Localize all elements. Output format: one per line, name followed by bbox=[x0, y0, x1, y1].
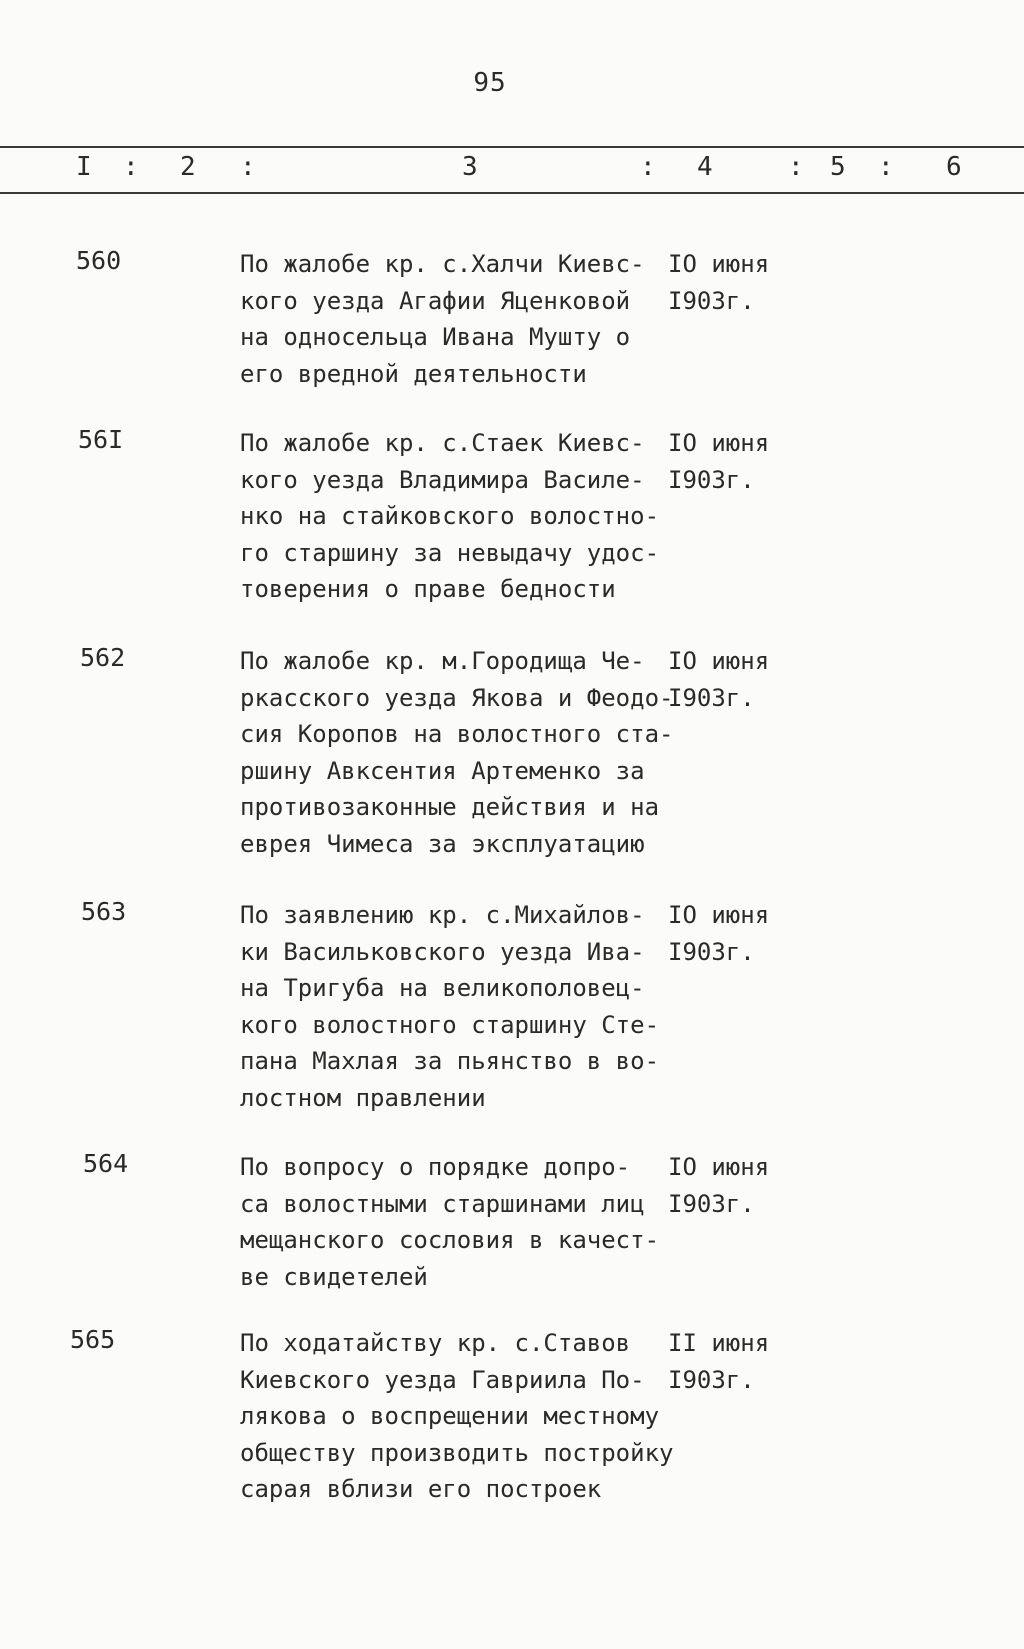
entry-number: 564 bbox=[83, 1149, 129, 1178]
entry-description-line: еврея Чимеса за эксплуатацию bbox=[240, 829, 645, 858]
column-separator: : bbox=[878, 152, 894, 182]
entry-date-year: I903г. bbox=[668, 1365, 755, 1394]
entry-description-line: ршину Авксентия Артеменко за bbox=[240, 756, 645, 785]
entry-description-line: сия Коропов на волостного ста- bbox=[240, 720, 674, 748]
entry-description-line: По жалобе кр. с.Стаек Киевс- bbox=[240, 429, 645, 457]
entry-description-line: сарая вблизи его построек bbox=[240, 1475, 602, 1503]
entry-number: 565 bbox=[70, 1325, 116, 1354]
column-separator: : bbox=[240, 152, 256, 182]
column-number-5: 5 bbox=[830, 152, 846, 182]
entry-description bbox=[240, 643, 674, 862]
entry-date-year: I903г. bbox=[668, 286, 755, 315]
entry-description-line: ки Васильковского уезда Ива- bbox=[240, 937, 645, 966]
column-number-4: 4 bbox=[697, 152, 713, 182]
entry-date-day: IO июня bbox=[668, 901, 770, 929]
entry-description-line: кого волостного старшину Сте- bbox=[240, 1010, 660, 1039]
entry-description-line: ве свидетелей bbox=[240, 1262, 428, 1291]
entry-description-line: По вопросу о порядке допро- bbox=[240, 1153, 631, 1181]
column-number-2: 2 bbox=[180, 152, 196, 182]
entry-number: 562 bbox=[80, 643, 126, 672]
entry-date bbox=[668, 246, 798, 319]
column-separator: : bbox=[123, 152, 139, 182]
entry-description-line: кого уезда Владимира Василе- bbox=[240, 465, 645, 494]
entry-description-line: пана Махлая за пьянство в во- bbox=[240, 1047, 660, 1075]
entry-description-line: лостном правлении bbox=[240, 1083, 486, 1112]
entry-number: 560 bbox=[76, 246, 122, 275]
entry-description-line: мещанского сословия в качест- bbox=[240, 1226, 660, 1254]
entry-date-day: II июня bbox=[668, 1329, 770, 1357]
column-number-6: 6 bbox=[946, 152, 962, 182]
entry-description-line: По жалобе кр. м.Городища Че- bbox=[240, 647, 645, 675]
entry-description-line: са волостными старшинами лиц bbox=[240, 1189, 645, 1218]
entry-description-line: Киевского уезда Гавриила По- bbox=[240, 1365, 645, 1394]
entry-description-line: противозаконные действия и на bbox=[240, 793, 660, 821]
entry-description-line: По ходатайству кр. с.Ставов bbox=[240, 1329, 631, 1357]
column-number-1: I bbox=[76, 152, 92, 182]
entry-number: 563 bbox=[81, 897, 127, 926]
entry-date-day: IO июня bbox=[668, 250, 770, 278]
entry-description-line: на односельца Ивана Мушту о bbox=[240, 323, 631, 351]
entry-description-line: на Тригуба на великополовец- bbox=[240, 974, 645, 1002]
column-separator: : bbox=[788, 152, 804, 182]
entry-description bbox=[240, 425, 670, 608]
entry-description-line: По жалобе кр. с.Халчи Киевс- bbox=[240, 250, 645, 278]
entry-description bbox=[240, 1149, 670, 1295]
table-header-top-rule bbox=[0, 146, 1024, 148]
entry-date bbox=[668, 1149, 798, 1222]
entry-date-year: I903г. bbox=[668, 683, 755, 712]
entry-description-line: ркасского уезда Якова и Феодо- bbox=[240, 683, 674, 712]
entry-date-year: I903г. bbox=[668, 465, 755, 494]
entry-date bbox=[668, 1325, 798, 1398]
entry-description bbox=[240, 1325, 674, 1508]
entry-date-day: IO июня bbox=[668, 429, 770, 457]
table-header-bottom-rule bbox=[0, 192, 1024, 194]
entry-description bbox=[240, 897, 670, 1116]
entry-date bbox=[668, 897, 798, 970]
entry-number: 56I bbox=[78, 425, 124, 454]
entry-description-line: кого уезда Агафии Яценковой bbox=[240, 286, 631, 315]
column-separator: : bbox=[640, 152, 656, 182]
entry-date-day: IO июня bbox=[668, 647, 770, 675]
entry-date-year: I903г. bbox=[668, 937, 755, 966]
entry-date-year: I903г. bbox=[668, 1189, 755, 1218]
entry-description-line: обществу производить постройку bbox=[240, 1438, 674, 1467]
entry-date bbox=[668, 425, 798, 498]
entry-description bbox=[240, 246, 670, 392]
entry-description-line: его вредной деятельности bbox=[240, 359, 587, 388]
entry-description-line: лякова о воспрещении местному bbox=[240, 1402, 660, 1430]
entry-date-day: IO июня bbox=[668, 1153, 770, 1181]
entry-description-line: товерения о праве бедности bbox=[240, 575, 616, 603]
entry-date bbox=[668, 643, 798, 716]
column-number-3: 3 bbox=[462, 152, 478, 182]
entry-description-line: го старшину за невыдачу удос- bbox=[240, 538, 660, 567]
entry-description-line: нко на стайковского волостно- bbox=[240, 502, 660, 530]
entry-description-line: По заявлению кр. с.Михайлов- bbox=[240, 901, 645, 929]
page-number: 95 bbox=[473, 68, 507, 98]
